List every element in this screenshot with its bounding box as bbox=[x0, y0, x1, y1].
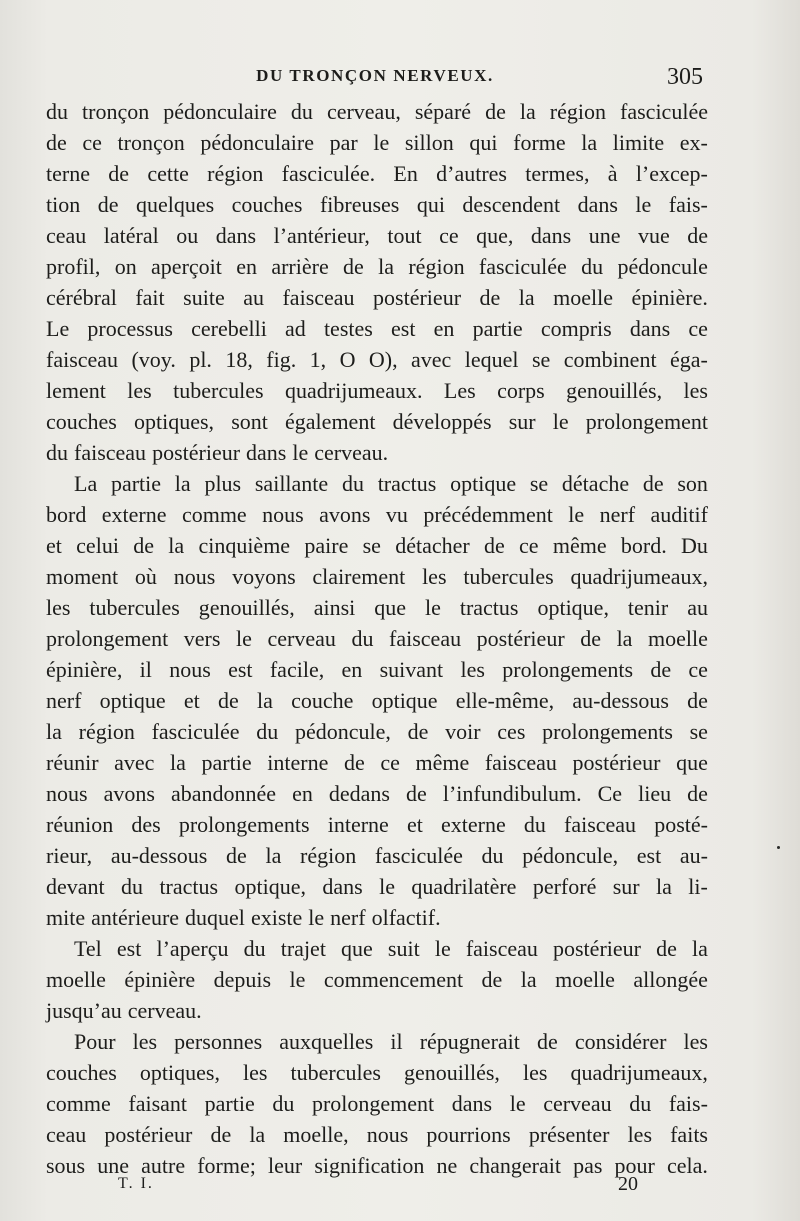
text-line: prolongement vers le cerveau du faisceau postérieur de la moelle bbox=[46, 626, 708, 651]
text-line: lement les tubercules quadrijumeaux. Les corps genouillés, les bbox=[46, 378, 708, 403]
text-line: réunion des prolongements interne et externe du faisceau posté- bbox=[46, 812, 708, 837]
text-line: et celui de la cinquième paire se détacher de ce même bord. Du bbox=[46, 533, 708, 558]
text-line: ceau latéral ou dans l’antérieur, tout ce que, dans une vue de bbox=[46, 223, 708, 248]
text-line: les tubercules genouillés, ainsi que le tractus optique, tenir au bbox=[46, 595, 708, 620]
text-line: comme faisant partie du prolongement dans le cerveau du fais- bbox=[46, 1091, 708, 1116]
text-line: jusqu’au cerveau. bbox=[46, 998, 202, 1023]
text-line: bord externe comme nous avons vu précédemment le nerf auditif bbox=[46, 502, 708, 527]
page-footer bbox=[118, 1173, 638, 1203]
text-line: devant du tractus optique, dans le quadrilatère perforé sur la li- bbox=[46, 874, 708, 899]
running-title: DU TRONÇON NERVEUX. bbox=[256, 66, 494, 85]
text-line: du faisceau postérieur dans le cerveau. bbox=[46, 440, 389, 465]
text-line: Le processus cerebelli ad testes est en partie compris dans ce bbox=[46, 316, 708, 341]
page-number: 305 bbox=[667, 64, 703, 90]
signature-number: 20 bbox=[618, 1173, 638, 1195]
body-text bbox=[46, 96, 708, 1181]
text-line: sous une autre forme; leur signification ne changerait pas pour cela. bbox=[46, 1153, 708, 1178]
text-line: cérébral fait suite au faisceau postérieur de la moelle épinière. bbox=[46, 285, 708, 310]
text-line: Pour les personnes auxquelles il répugnerait de considérer les bbox=[74, 1029, 708, 1054]
text-line: La partie la plus saillante du tractus optique se détache de son bbox=[74, 471, 708, 496]
text-line: moelle épinière depuis le commencement de la moelle allongée bbox=[46, 967, 708, 992]
text-line: ceau postérieur de la moelle, nous pourrions présenter les faits bbox=[46, 1122, 708, 1147]
text-line: tion de quelques couches fibreuses qui descendent dans le fais- bbox=[46, 192, 708, 217]
ink-speck bbox=[777, 846, 780, 849]
text-line: profil, on aperçoit en arrière de la région fasciculée du pédoncule bbox=[46, 254, 708, 279]
text-line: Tel est l’aperçu du trajet que suit le faisceau postérieur de la bbox=[74, 936, 708, 961]
text-line: couches optiques, les tubercules genouillés, les quadrijumeaux, bbox=[46, 1060, 708, 1085]
text-line: nous avons abandonnée en dedans de l’infundibulum. Ce lieu de bbox=[46, 781, 708, 806]
text-line: épinière, il nous est facile, en suivant les prolongements de ce bbox=[46, 657, 708, 682]
text-line: du tronçon pédonculaire du cerveau, séparé de la région fasciculée bbox=[46, 99, 708, 124]
text-line: terne de cette région fasciculée. En d’autres termes, à l’excep- bbox=[46, 161, 708, 186]
text-line: mite antérieure duquel existe le nerf olfactif. bbox=[46, 905, 441, 930]
text-line: faisceau (voy. pl. 18, fig. 1, O O), avec lequel se combinent éga- bbox=[46, 347, 708, 372]
text-line: moment où nous voyons clairement les tubercules quadrijumeaux, bbox=[46, 564, 708, 589]
text-line: de ce tronçon pédonculaire par le sillon qui forme la limite ex- bbox=[46, 130, 708, 155]
page-header bbox=[45, 62, 705, 96]
signature-mark: T. I. bbox=[118, 1175, 154, 1192]
text-line: la région fasciculée du pédoncule, de voir ces prolongements se bbox=[46, 719, 708, 744]
text-line: couches optiques, sont également développés sur le prolongement bbox=[46, 409, 708, 434]
text-line: réunir avec la partie interne de ce même faisceau postérieur que bbox=[46, 750, 708, 775]
text-line: nerf optique et de la couche optique elle-même, au-dessous de bbox=[46, 688, 708, 713]
text-line: rieur, au-dessous de la région fasciculée du pédoncule, est au- bbox=[46, 843, 708, 868]
